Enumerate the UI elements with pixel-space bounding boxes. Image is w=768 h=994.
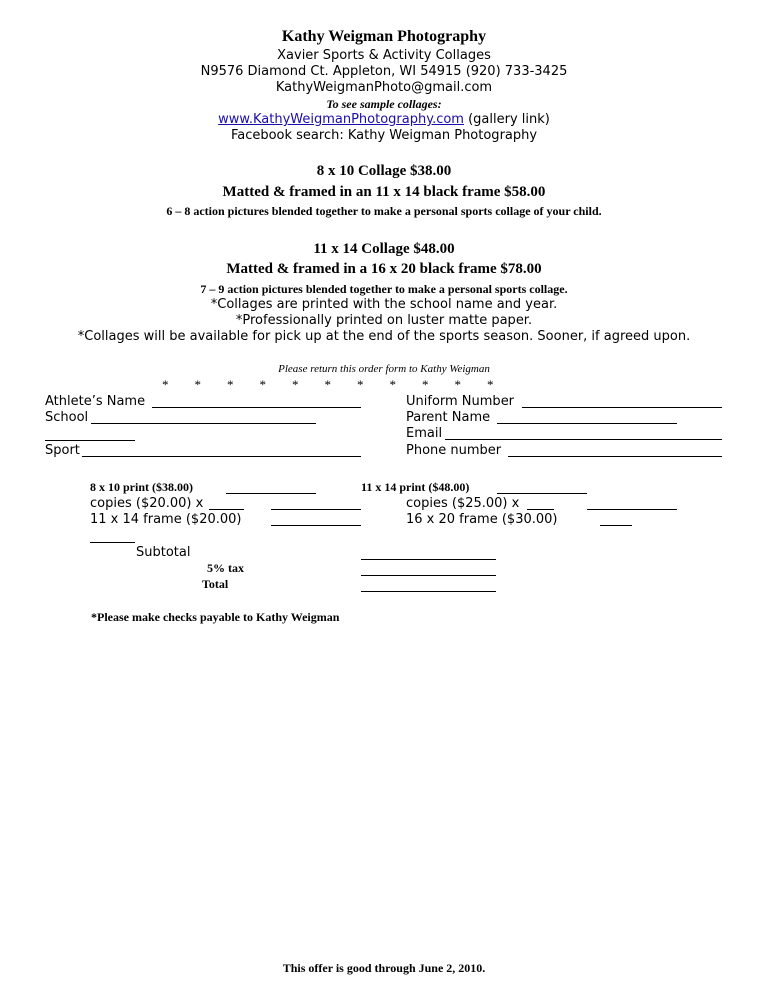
print-8x10-label: 8 x 10 print ($38.00) [90,480,193,494]
website-link[interactable]: www.KathyWeigmanPhotography.com [218,112,464,127]
email-field[interactable] [445,439,722,440]
business-name: Kathy Weigman Photography [281,28,487,45]
copies-11x14-label: copies ($25.00) x [406,496,520,511]
copies-11x14-qty-field[interactable] [527,509,554,510]
frame-16x20-label: 16 x 20 frame ($30.00) [406,512,558,527]
phone-number-label: Phone number [406,443,502,458]
print-11x14-field[interactable] [497,493,587,494]
website-note: (gallery link) [463,112,550,127]
school-field[interactable] [91,423,316,424]
note-pickup: *Collages will be available for pick up at the end of the sports season. Sooner, if agreed upon. [77,329,691,344]
website-line [0,112,768,127]
note-school-name: *Collages are printed with the school name and year. [210,297,558,312]
print-11x14-label: 11 x 14 print ($48.00) [361,480,470,494]
frame-11x14-label: 11 x 14 frame ($20.00) [90,512,242,527]
email-label: Email [406,426,443,441]
offer-11x14-desc: 7 – 9 action pictures blended together to make a personal sports collage. [200,282,568,296]
subtitle: Xavier Sports & Activity Collages [277,48,491,63]
parent-name-field[interactable] [497,423,677,424]
star-separator: * * * * * * * * * * * [162,377,494,392]
athlete-name-field[interactable] [152,407,361,408]
subtotal-field[interactable] [361,559,496,560]
phone-number-field[interactable] [508,456,722,457]
copies-8x10-qty-field[interactable] [209,509,244,510]
return-note: Please return this order form to Kathy Weigman [278,363,490,375]
subtotal-label: Subtotal [136,545,191,560]
note-luster-paper: *Professionally printed on luster matte paper. [235,313,533,328]
email-address: KathyWeigmanPhoto@gmail.com [275,80,493,95]
print-8x10-field[interactable] [226,493,316,494]
total-field[interactable] [361,591,496,592]
order-blank-field[interactable] [90,542,135,543]
school-label: School [45,410,89,425]
total-label: Total [202,577,229,591]
offer-8x10-framed: Matted & framed in an 11 x 14 black frame $58.00 [222,184,546,200]
uniform-number-label: Uniform Number [406,394,515,409]
parent-name-label: Parent Name [406,410,491,425]
frame-16x20-field[interactable] [600,525,632,526]
offer-expiry: This offer is good through June 2, 2010. [282,961,486,975]
copies-11x14-amount-field[interactable] [587,509,677,510]
facebook-line: Facebook search: Kathy Weigman Photography [230,128,538,143]
sport-label: Sport [45,443,80,458]
offer-8x10-price: 8 x 10 Collage $38.00 [316,163,452,179]
copies-8x10-label: copies ($20.00) x [90,496,204,511]
athlete-name-label: Athlete’s Name [45,394,146,409]
offer-11x14-framed: Matted & framed in a 16 x 20 black frame $78.00 [226,261,542,277]
tax-label: 5% tax [207,561,244,575]
copies-8x10-amount-field[interactable] [271,509,361,510]
samples-label: To see sample collages: [326,97,442,111]
tax-field[interactable] [361,575,496,576]
sport-field[interactable] [82,456,361,457]
address-line: N9576 Diamond Ct. Appleton, WI 54915 (920) 733-3425 [200,64,568,79]
offer-8x10-desc: 6 – 8 action pictures blended together to make a personal sports collage of your child. [166,204,602,218]
school-field-continued[interactable] [45,440,135,441]
uniform-number-field[interactable] [522,407,722,408]
offer-11x14-price: 11 x 14 Collage $48.00 [313,241,455,257]
frame-11x14-field[interactable] [271,525,361,526]
payable-note: *Please make checks payable to Kathy Weigman [91,610,340,624]
